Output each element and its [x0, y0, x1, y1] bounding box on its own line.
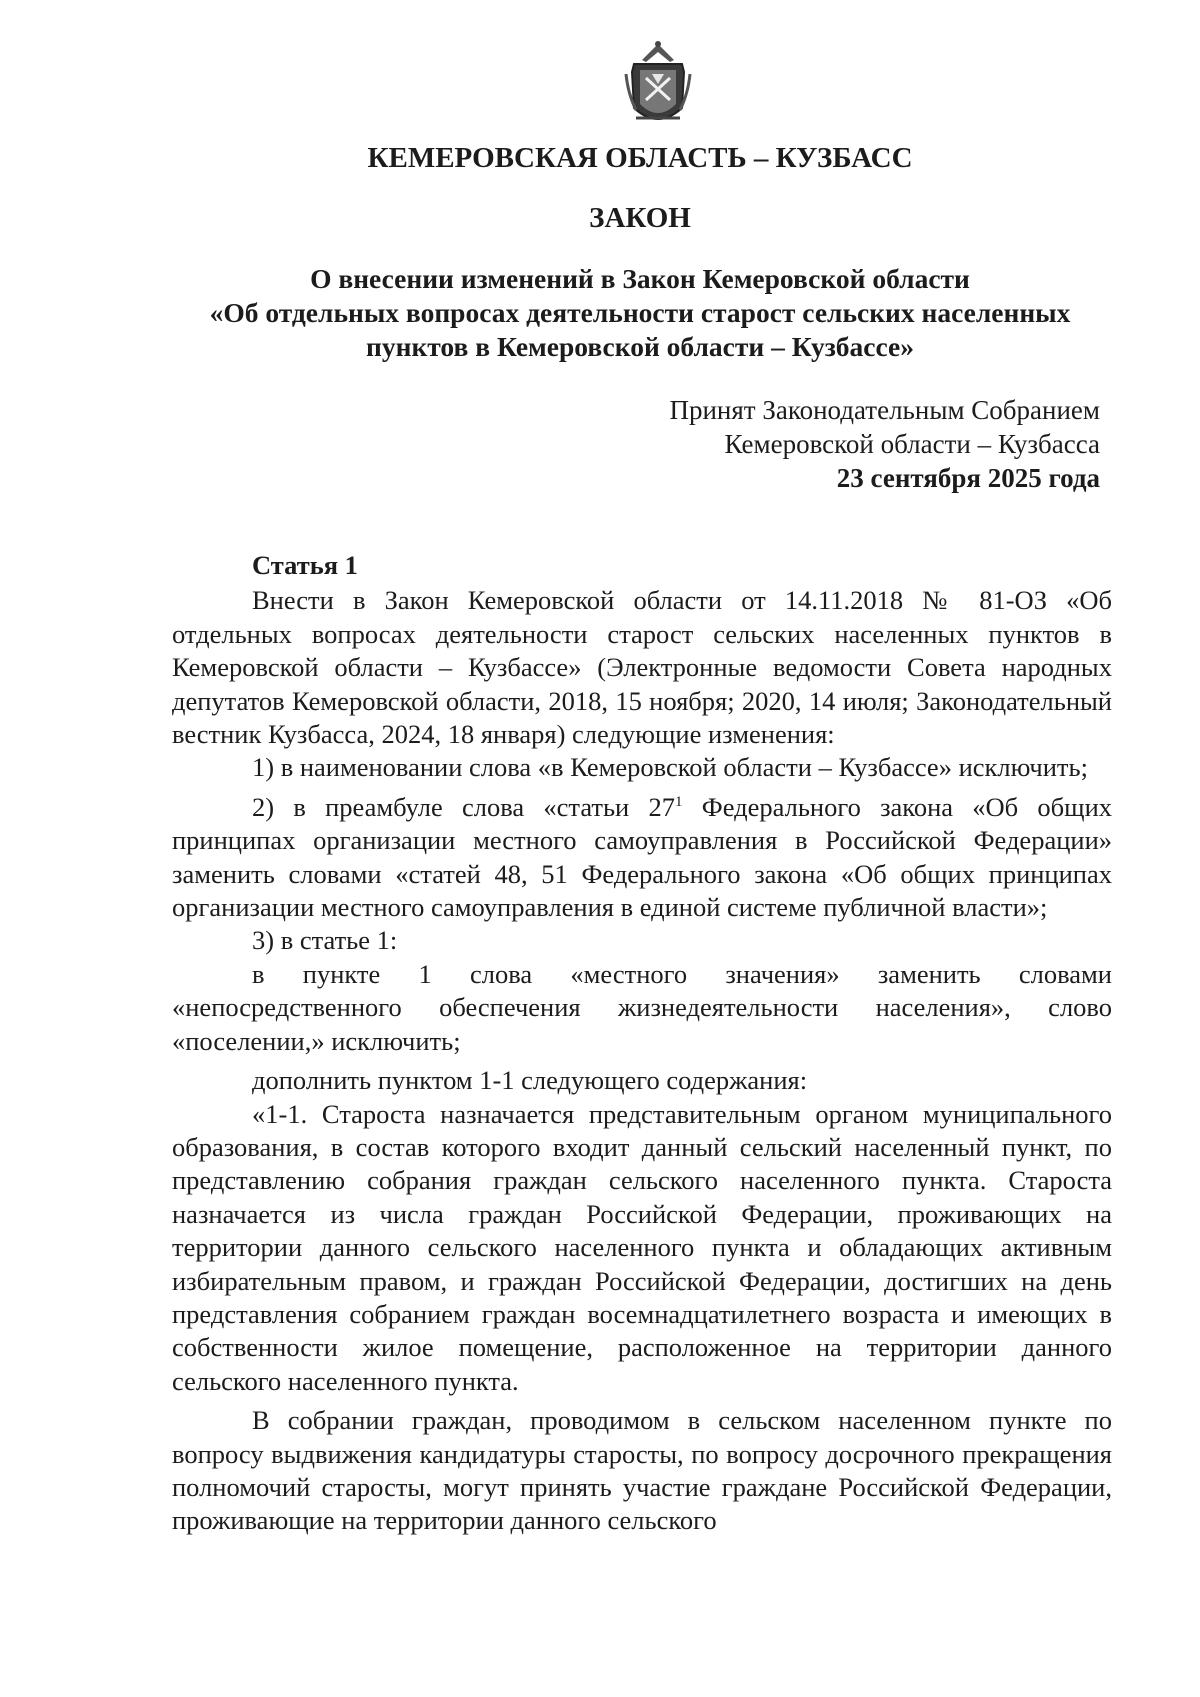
item-text: 2) в преамбуле слова «статьи 27	[252, 791, 676, 822]
law-title	[160, 262, 1120, 364]
amendment-item-3b: дополнить пунктом 1-1 следующего содержания:	[252, 1065, 808, 1096]
new-paragraph-1-1: «1-1. Староста назначается представительным органом муниципального образования, в состав которого входит данный сельский населенный пункт, по представлению собрания граждан сельского населенного пункта. Староста назначается из числа граждан Российской Федерации, проживающих на территории данного сельского населенного пункта и обладающих активным избирательным правом, и граждан Российской Федерации, достигших на день представления собранием граждан восемнадцатилетнего возраста и имеющих в собственности жилое помещение, расположенное на территории данного сельского населенного пункта.	[172, 1098, 1112, 1396]
article-intro: Внести в Закон Кемеровской области от 14.11.2018 № 81-ОЗ «Об отдельных вопросах деятельности старост сельских населенных пунктов в Кемеровской области – Кузбассе» (Электронные ведомости Совета народных депутатов Кемеровской области, 2018, 15 ноября; 2020, 14 июля; Законодательный вестник Кузбасса, 2024, 18 января) следующие изменения:	[172, 585, 1112, 750]
adoption-line: Принят Законодательным Собранием	[669, 395, 1100, 425]
adoption-line: Кемеровской области – Кузбасса	[724, 429, 1100, 459]
amendment-item-2	[172, 791, 1112, 925]
adoption-date: 23 сентября 2025 года	[836, 463, 1100, 493]
region-name: КЕМЕРОВСКАЯ ОБЛАСТЬ – КУЗБАСС	[367, 142, 913, 174]
amendment-item-3a: в пункте 1 слова «местного значения» заменить словами «непосредственного обеспечения жизнедеятельности населения», слово «поселении,» исключить;	[172, 958, 1112, 1056]
amendment-item-1: 1) в наименовании слова «в Кемеровской области – Кузбассе» исключить;	[252, 752, 1088, 783]
law-title-line: О внесении изменений в Закон Кемеровской области	[310, 263, 970, 294]
amendment-item-3: 3) в статье 1:	[252, 925, 398, 956]
document-type: ЗАКОН	[589, 202, 691, 234]
meeting-paragraph: В собрании граждан, проводимом в сельском населенном пункте по вопросу выдвижения кандидатуры старосты, по вопросу досрочного прекращения полномочий старосты, могут принять участие граждане Российской Федерации, проживающие на территории данного сельского	[172, 1405, 1112, 1536]
coat-of-arms-icon	[622, 38, 694, 134]
law-title-line: «Об отдельных вопросах деятельности старост сельских населенных	[209, 297, 1071, 328]
article-body	[172, 549, 1112, 1538]
item-text: Федерального закона «Об общих принципах организации местного самоуправления в Российской Федерации» заменить словами «статей 48, 51 Федерального закона «Об общих принципах организации местного самоуправления в единой системе публичной власти»;	[172, 791, 1113, 923]
law-title-line: пунктов в Кемеровской области – Кузбассе»	[366, 331, 914, 362]
adoption-block	[669, 393, 1100, 495]
superscript: 1	[675, 794, 683, 811]
article-heading: Статья 1	[252, 550, 358, 580]
